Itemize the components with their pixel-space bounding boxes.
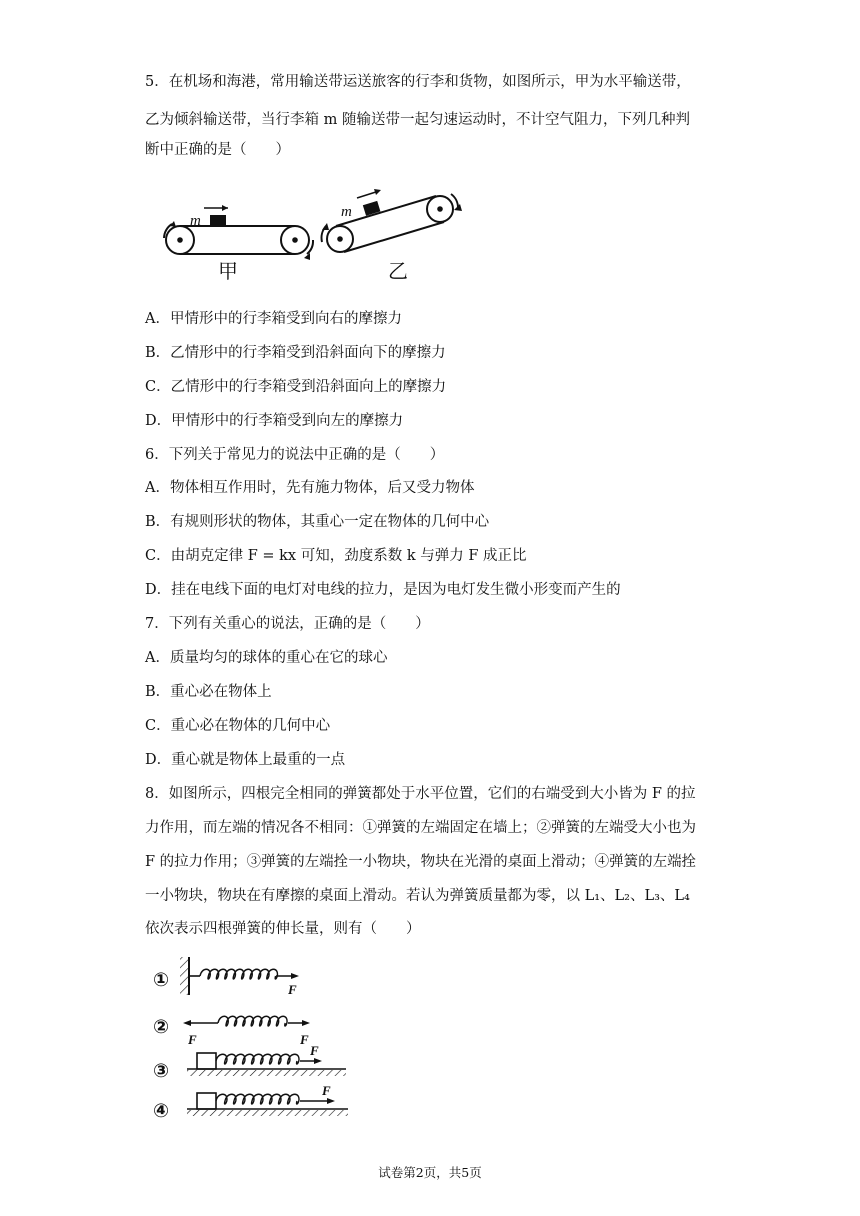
q5-option-a: A．甲情形中的行李箱受到向右的摩擦力 xyxy=(145,311,402,327)
q6-option-b: B．有规则形状的物体，其重心一定在物体的几何中心 xyxy=(145,514,490,530)
spring-coil-1 xyxy=(200,969,277,979)
luggage-box-jia xyxy=(210,215,226,226)
q5-stem-line2: 乙为倾斜输送带，当行李箱 m 随输送带一起匀速运动时，不计空气阻力，下列几种判 xyxy=(145,112,690,128)
q5-option-d: D．甲情形中的行李箱受到向左的摩擦力 xyxy=(145,413,404,429)
spring-label-2: ② xyxy=(153,1016,170,1038)
spring-label-3: ③ xyxy=(153,1060,170,1082)
block-3 xyxy=(197,1053,216,1069)
force-arrow-4-icon xyxy=(327,1098,335,1104)
q5-stem-line1: 5．在机场和海港，常用输送带运送旅客的行李和货物，如图所示，甲为水平输送带， xyxy=(145,74,691,90)
force-label-4: F xyxy=(322,1083,331,1098)
spring-label-1: ① xyxy=(153,969,170,991)
force-label-2-right: F xyxy=(300,1032,309,1047)
horizontal-conveyor xyxy=(164,224,313,254)
block-4 xyxy=(197,1093,216,1109)
conveyor-belt-figure xyxy=(150,186,480,286)
q8-stem-line1: 8．如图所示，四根完全相同的弹簧都处于水平位置，它们的右端受到大小皆为 F 的拉 xyxy=(145,786,696,802)
q5-option-c: C．乙情形中的行李箱受到沿斜面向上的摩擦力 xyxy=(145,379,447,395)
q5-option-b: B．乙情形中的行李箱受到沿斜面向下的摩擦力 xyxy=(145,345,446,361)
q8-stem-line2: 力作用，而左端的情况各不相同：①弹簧的左端固定在墙上；②弹簧的左端受大小也为 xyxy=(145,820,696,836)
q7-option-d: D．重心就是物体上最重的一点 xyxy=(145,752,346,768)
rotation-arrow-right-icon xyxy=(304,253,310,260)
q7-option-c: C．重心必在物体的几何中心 xyxy=(145,718,331,734)
fig-label-jia: 甲 xyxy=(218,259,238,283)
rotation-arrow-incline-left-icon xyxy=(322,223,329,230)
force-label-1: F xyxy=(288,982,297,997)
force-arrow-3-icon xyxy=(314,1058,322,1064)
velocity-arrow-icon xyxy=(222,205,228,211)
q6-option-c: C．由胡克定律 F = kx 可知，劲度系数 k 与弹力 F 成正比 xyxy=(145,548,527,564)
q7-option-a: A．质量均匀的球体的重心在它的球心 xyxy=(145,650,388,666)
q8-stem-line5: 依次表示四根弹簧的伸长量，则有（ ） xyxy=(145,921,421,937)
spring-coil-4 xyxy=(216,1094,299,1104)
force-label-2-left: F xyxy=(188,1032,197,1047)
spring-figure xyxy=(150,955,360,1130)
force-label-3: F xyxy=(310,1043,319,1058)
q6-stem: 6．下列关于常见力的说法中正确的是（ ） xyxy=(145,447,445,463)
mass-label-yi: m xyxy=(341,204,352,220)
q8-stem-line3: F 的拉力作用；③弹簧的左端拴一小物块，物块在光滑的桌面上滑动；④弹簧的左端拴 xyxy=(145,854,697,870)
spring-coil-3 xyxy=(216,1054,299,1064)
q6-option-d: D．挂在电线下面的电灯对电线的拉力，是因为电灯发生微小形变而产生的 xyxy=(145,582,621,598)
page-footer: 试卷第2页，共5页 xyxy=(378,1165,482,1180)
fig-label-yi: 乙 xyxy=(388,259,408,283)
q7-stem: 7．下列有关重心的说法，正确的是（ ） xyxy=(145,616,430,632)
wall-hatch xyxy=(180,957,189,995)
spring-label-4: ④ xyxy=(153,1100,170,1122)
force-arrow-2-right-icon xyxy=(302,1020,310,1026)
mass-label-jia: m xyxy=(190,213,201,229)
q7-option-b: B．重心必在物体上 xyxy=(145,684,272,700)
q6-option-a: A．物体相互作用时，先有施力物体，后又受力物体 xyxy=(145,480,475,496)
velocity-arrow-incline-icon xyxy=(374,189,381,195)
q8-stem-line4: 一小物块，物块在有摩擦的桌面上滑动。若认为弹簧质量都为零，以 L₁、L₂、L₃、L₄ xyxy=(145,888,690,904)
inclined-conveyor xyxy=(322,194,458,252)
q5-stem-line3: 断中正确的是（ ） xyxy=(145,142,290,158)
spring-coil-2 xyxy=(218,1016,287,1026)
force-arrow-1-icon xyxy=(291,973,299,979)
